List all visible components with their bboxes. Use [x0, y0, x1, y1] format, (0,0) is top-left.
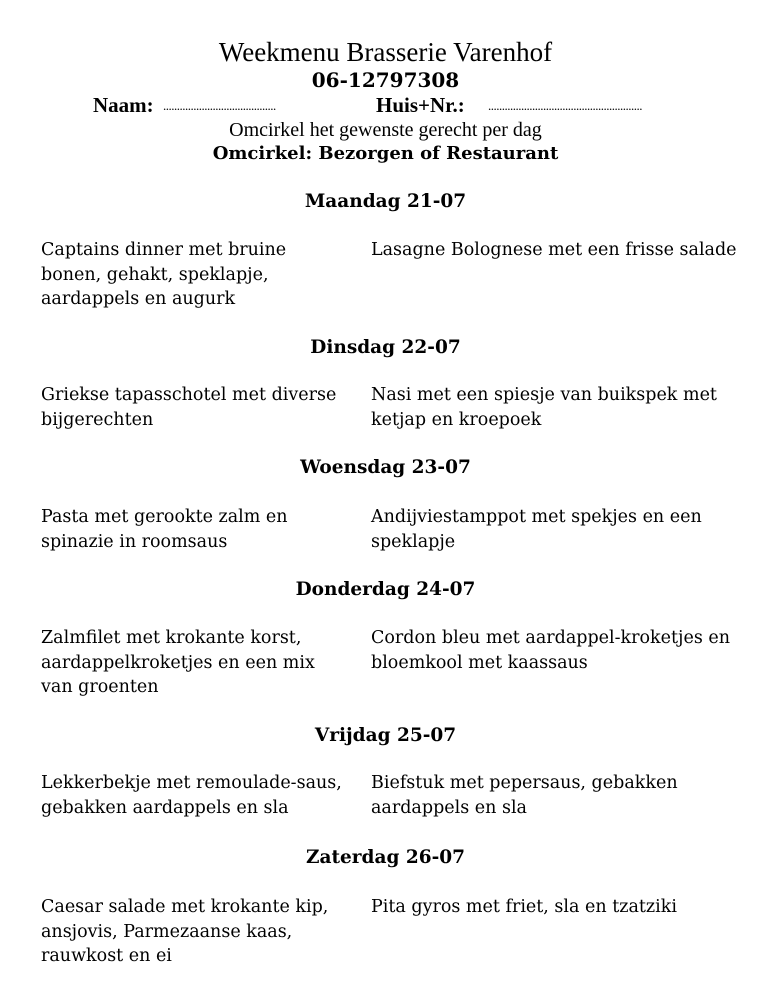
dish-option-2[interactable]: Nasi met een spiesje van buikspek met ketjap en kroepoek: [371, 385, 717, 430]
day-heading-woensdag: Woensdag 23-07: [300, 457, 471, 478]
dish-option-1[interactable]: Captains dinner met bruine bonen, gehakt, speklapje, aardappels en augurk: [41, 240, 287, 309]
dish-option-1[interactable]: Griekse tapasschotel met diverse bijgerechten: [41, 385, 337, 430]
dish-option-2[interactable]: Pita gyros met friet, sla en tzatziki: [371, 897, 677, 917]
day-heading-vrijdag: Vrijdag 25-07: [314, 725, 457, 746]
menu-title: Weekmenu Brasserie Varenhof: [218, 37, 553, 67]
instruction-delivery-or-restaurant: Omcirkel: Bezorgen of Restaurant: [212, 143, 559, 164]
house-number-field[interactable]: ........................................................: [488, 98, 642, 113]
instructions: [0, 118, 771, 166]
dish-option-2[interactable]: Biefstuk met pepersaus, gebakken aardappels en sla: [371, 773, 678, 818]
instruction-circle-dish: Omcirkel het gewenste gerecht per dag: [229, 119, 542, 141]
day-heading-dinsdag: Dinsdag 22-07: [310, 337, 461, 358]
house-number-label: Huis+Nr.:: [376, 93, 465, 117]
name-address-row: [0, 92, 771, 118]
dish-option-2[interactable]: Cordon bleu met aardappel-kroketjes en bloemkool met kaassaus: [371, 628, 730, 673]
name-label: Naam:: [93, 93, 154, 117]
dish-option-2[interactable]: Lasagne Bolognese met een frisse salade: [371, 240, 737, 260]
name-field[interactable]: .........................................: [163, 98, 276, 113]
day-heading-maandag: Maandag 21-07: [304, 191, 467, 212]
dish-option-1[interactable]: Caesar salade met krokante kip, ansjovis, Parmezaanse kaas, rauwkost en ei: [41, 897, 329, 966]
dish-option-1[interactable]: Zalmfilet met krokante korst, aardappelkroketjes en een mix van groenten: [41, 628, 315, 697]
day-heading-zaterdag: Zaterdag 26-07: [305, 847, 466, 868]
menu-header: [0, 36, 771, 92]
dish-option-1[interactable]: Lekkerbekje met remoulade-saus, gebakken aardappels en sla: [41, 773, 342, 818]
day-heading-donderdag: Donderdag 24-07: [295, 579, 476, 600]
dish-option-2[interactable]: Andijviestamppot met spekjes en een speklapje: [371, 507, 702, 552]
dish-option-1[interactable]: Pasta met gerookte zalm en spinazie in roomsaus: [41, 507, 288, 552]
phone-number: 06-12797308: [311, 68, 460, 92]
